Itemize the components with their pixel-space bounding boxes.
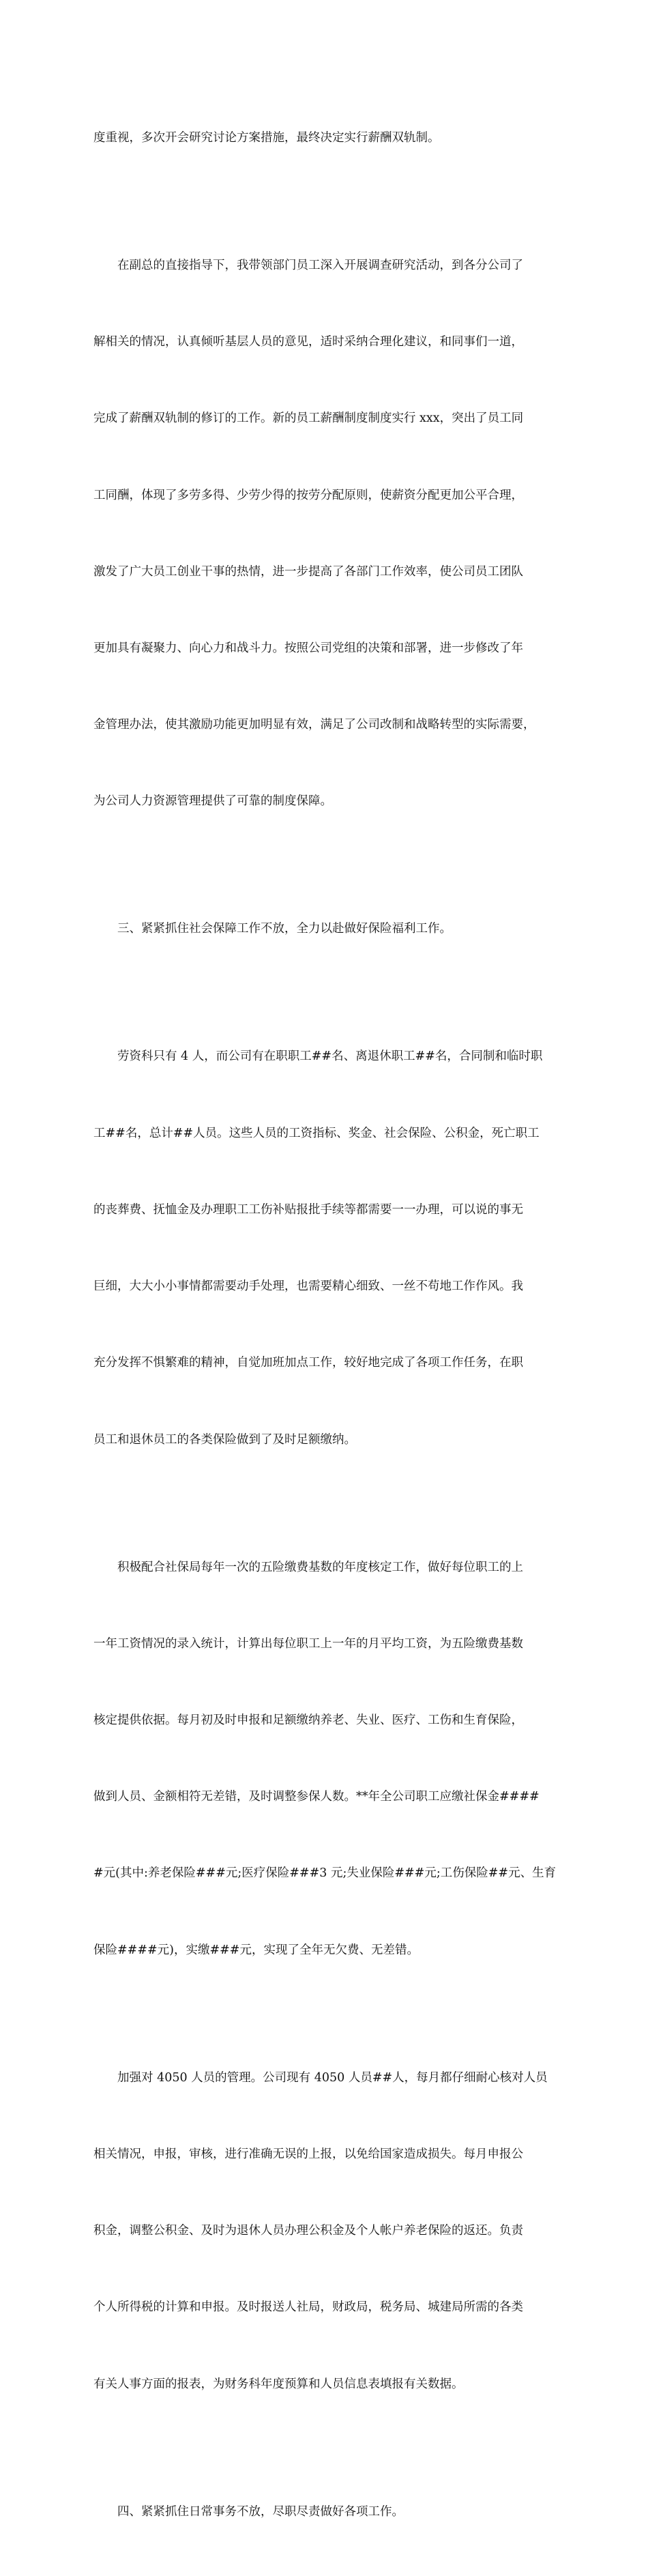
section-heading-3 [93, 866, 564, 994]
document-page [93, 74, 564, 2576]
text-line: 工##名，总计##人员。这些人员的工资指标、奖金、社会保险、公积金，死亡职工 [93, 1126, 540, 1140]
text-line: 加强对 4050 人员的管理。公司现有 4050 人员##人，每月都仔细耐心核对人员 [117, 2070, 548, 2085]
text-line: 充分发挥不惧繁难的精神，自觉加班加点工作，较好地完成了各项工作任务，在职 [93, 1356, 523, 1370]
text-line: 度重视，多次开会研究讨论方案措施，最终决定实行薪酬双轨制。 [93, 130, 440, 145]
text-line: 巨细，大大小小事情都需要动手处理，也需要精心细致、一丝不苟地工作作风。我 [93, 1279, 523, 1294]
text-line: 核定提供依据。每月初及时申报和足额缴纳养老、失业、医疗、工伤和生育保险， [93, 1713, 523, 1727]
heading-text: 三、紧紧抓住社会保障工作不放，全力以赴做好保险福利工作。 [117, 922, 452, 936]
text-line: 为公司人力资源管理提供了可靠的制度保障。 [93, 794, 332, 809]
heading-text: 四、紧紧抓住日常事务不放，尽职尽责做好各项工作。 [117, 2504, 404, 2519]
text-line: #元(其中:养老保险###元;医疗保险###3 元;失业保险###元;工伤保险##元、生育 [93, 1866, 557, 1881]
paragraph-labor-staff [93, 994, 564, 1504]
text-line: 的丧葬费、抚恤金及办理职工工伤补贴报批手续等都需要一一办理，可以说的事无 [93, 1202, 523, 1217]
paragraph-intro-continuation [93, 74, 564, 202]
text-line: 更加具有凝聚力、向心力和战斗力。按照公司党组的决策和部署，进一步修改了年 [93, 641, 523, 655]
text-line: 工同酬，体现了多劳多得、少劳少得的按劳分配原则，使薪资分配更加公平合理， [93, 488, 523, 502]
text-line: 激发了广大员工创业干事的热情，进一步提高了各部门工作效率，使公司员工团队 [93, 564, 523, 579]
paragraph-salary-reform [93, 202, 564, 866]
text-line: 个人所得税的计算和申报。及时报送人社局，财政局，税务局、城建局所需的各类 [93, 2300, 523, 2315]
text-line: 做到人员、金额相符无差错，及时调整参保人数。**年全公司职工应缴社保金#### [93, 1790, 540, 1804]
paragraph-social-insurance [93, 1504, 564, 2014]
section-heading-4 [93, 2448, 564, 2576]
text-line: 积极配合社保局每年一次的五险缴费基数的年度核定工作，做好每位职工的上 [117, 1560, 523, 1574]
text-line: 积金，调整公积金、及时为退休人员办理公积金及个人帐户养老保险的返还。负责 [93, 2224, 523, 2238]
text-line: 劳资科只有 4 人，而公司有在职职工##名、离退休职工##名，合同制和临时职 [117, 1050, 543, 1064]
text-line: 在副总的直接指导下，我带领部门员工深入开展调查研究活动，到各分公司了 [117, 258, 523, 272]
text-line: 金管理办法，使其激励功能更加明显有效，满足了公司改制和战略转型的实际需要， [93, 718, 535, 732]
text-line: 有关人事方面的报表，为财务科年度预算和人员信息表填报有关数据。 [93, 2377, 464, 2391]
text-line: 保险####元)，实缴###元，实现了全年无欠费、无差错。 [93, 1943, 419, 1957]
text-line: 员工和退休员工的各类保险做到了及时足额缴纳。 [93, 1432, 356, 1447]
text-line: 完成了薪酬双轨制的修订的工作。新的员工薪酬制度制度实行 xxx，突出了员工同 [93, 411, 524, 426]
text-line: 解相关的情况，认真倾听基层人员的意见，适时采纳合理化建议，和同事们一道， [93, 335, 523, 349]
paragraph-4050-management [93, 2014, 564, 2448]
text-line: 一年工资情况的录入统计，计算出每位职工上一年的月平均工资，为五险缴费基数 [93, 1636, 523, 1651]
text-line: 相关情况，申报，审核，进行准确无误的上报，以免给国家造成损失。每月申报公 [93, 2147, 523, 2161]
